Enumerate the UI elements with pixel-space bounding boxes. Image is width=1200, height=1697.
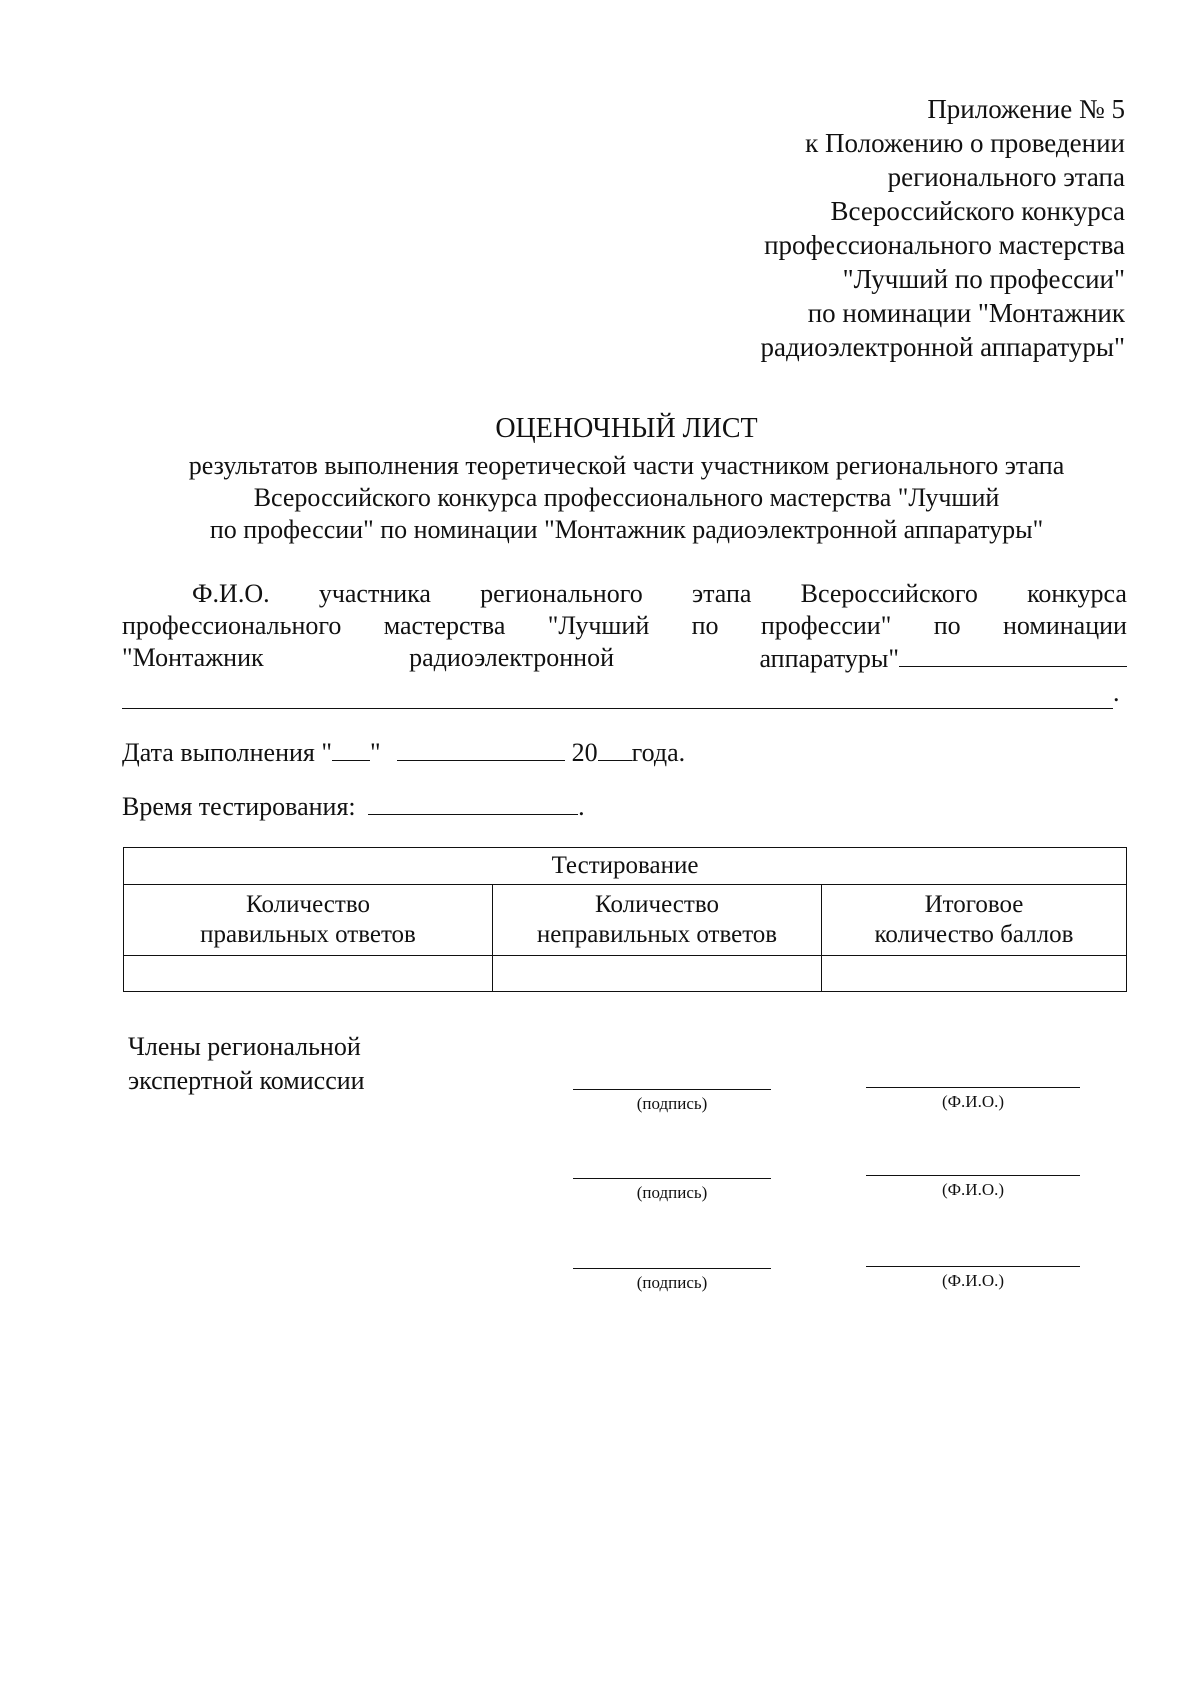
appendix-line: Приложение № 5	[927, 94, 1125, 124]
fio-word: Ф.И.О.	[192, 579, 270, 608]
appendix-line: Всероссийского конкурса	[830, 196, 1125, 226]
fio-word: радиоэлектронной	[409, 643, 615, 672]
fio-word: по	[691, 611, 719, 640]
time-blank[interactable]	[368, 790, 578, 815]
column-label-line: неправильных ответов	[536, 921, 778, 948]
participant-name-paragraph	[122, 578, 1127, 709]
table-row	[124, 956, 1127, 992]
table-columns-row	[124, 885, 1127, 956]
year-prefix: 20	[571, 738, 598, 767]
appendix-line: регионального этапа	[887, 162, 1125, 192]
fio-word: регионального	[480, 579, 643, 608]
column-label-line: Итоговое	[924, 891, 1024, 918]
signature-field-2[interactable]	[573, 1178, 771, 1204]
participant-name-blank[interactable]	[899, 642, 1127, 667]
testing-time-line	[122, 790, 585, 823]
name-caption: (Ф.И.О.)	[941, 1271, 1005, 1290]
name-field-3[interactable]	[866, 1266, 1080, 1292]
fio-word: этапа	[691, 579, 752, 608]
signature-caption: (подпись)	[636, 1183, 708, 1202]
fio-word: Всероссийского	[800, 579, 978, 608]
fio-word: конкурса	[1027, 579, 1127, 608]
name-field-2[interactable]	[866, 1175, 1080, 1201]
time-label: Время тестирования:	[122, 792, 356, 821]
column-label-line: Количество	[246, 891, 370, 918]
date-quote-close: "	[369, 738, 381, 767]
name-caption: (Ф.И.О.)	[941, 1180, 1005, 1199]
column-label-line: правильных ответов	[200, 921, 416, 948]
commission-label	[128, 1030, 365, 1098]
incorrect-answers-cell[interactable]	[493, 956, 822, 992]
day-blank[interactable]	[332, 736, 370, 761]
time-end-dot: .	[578, 792, 585, 821]
date-label: Дата выполнения "	[122, 738, 332, 767]
signature-caption: (подпись)	[636, 1094, 708, 1113]
table-header-row	[124, 848, 1127, 885]
appendix-line: "Лучший по профессии"	[842, 264, 1125, 294]
table-header: Тестирование	[124, 848, 1127, 885]
name-caption: (Ф.И.О.)	[941, 1092, 1005, 1111]
date-line	[122, 736, 685, 769]
fio-line-3	[122, 642, 1127, 675]
fio-line-2	[122, 610, 1127, 642]
signature-caption: (подпись)	[636, 1273, 708, 1292]
commission-line: экспертной комиссии	[128, 1066, 365, 1095]
participant-name-blank-continued[interactable]	[122, 682, 1113, 709]
signature-field-3[interactable]	[573, 1268, 771, 1294]
correct-answers-cell[interactable]	[124, 956, 493, 992]
fio-word: по	[933, 611, 961, 640]
appendix-line: к Положению о проведении	[805, 128, 1125, 158]
appendix-line: по номинации "Монтажник	[807, 298, 1125, 328]
document-title: ОЦЕНОЧНЫЙ ЛИСТ	[495, 413, 758, 444]
column-incorrect-answers	[493, 885, 822, 956]
results-table	[123, 847, 1127, 992]
fio-word: аппаратуры"	[759, 644, 899, 673]
column-correct-answers	[124, 885, 493, 956]
month-blank[interactable]	[397, 736, 565, 761]
appendix-line: радиоэлектронной аппаратуры"	[760, 332, 1125, 362]
name-field-1[interactable]	[866, 1087, 1080, 1113]
appendix-block	[565, 92, 1125, 364]
fio-last-segment	[759, 642, 1127, 675]
fio-word: "Лучший	[547, 611, 650, 640]
fio-end-dot: .	[1113, 678, 1120, 707]
fio-word: профессии"	[760, 611, 892, 640]
total-score-cell[interactable]	[822, 956, 1127, 992]
fio-line-1	[122, 578, 1127, 610]
commission-line: Члены региональной	[128, 1032, 361, 1061]
subtitle-line: Всероссийского конкурса профессионального мастерства "Лучший	[253, 483, 1000, 512]
document-subtitle	[100, 450, 1153, 546]
year-blank[interactable]	[598, 736, 632, 761]
subtitle-line: по профессии" по номинации "Монтажник радиоэлектронной аппаратуры"	[209, 515, 1044, 544]
fio-word: номинации	[1002, 611, 1127, 640]
fio-word: профессионального	[122, 611, 342, 640]
column-label-line: Количество	[595, 891, 719, 918]
participant-name-fill	[122, 677, 1127, 709]
appendix-line: профессионального мастерства	[764, 230, 1125, 260]
subtitle-line: результатов выполнения теоретической части участником регионального этапа	[188, 451, 1065, 480]
column-label-line: количество баллов	[874, 921, 1074, 948]
column-total-score	[822, 885, 1127, 956]
fio-word: мастерства	[383, 611, 506, 640]
fio-word: участника	[318, 579, 431, 608]
date-suffix: года.	[631, 738, 686, 767]
fio-word: "Монтажник	[122, 643, 264, 672]
signature-field-1[interactable]	[573, 1089, 771, 1115]
